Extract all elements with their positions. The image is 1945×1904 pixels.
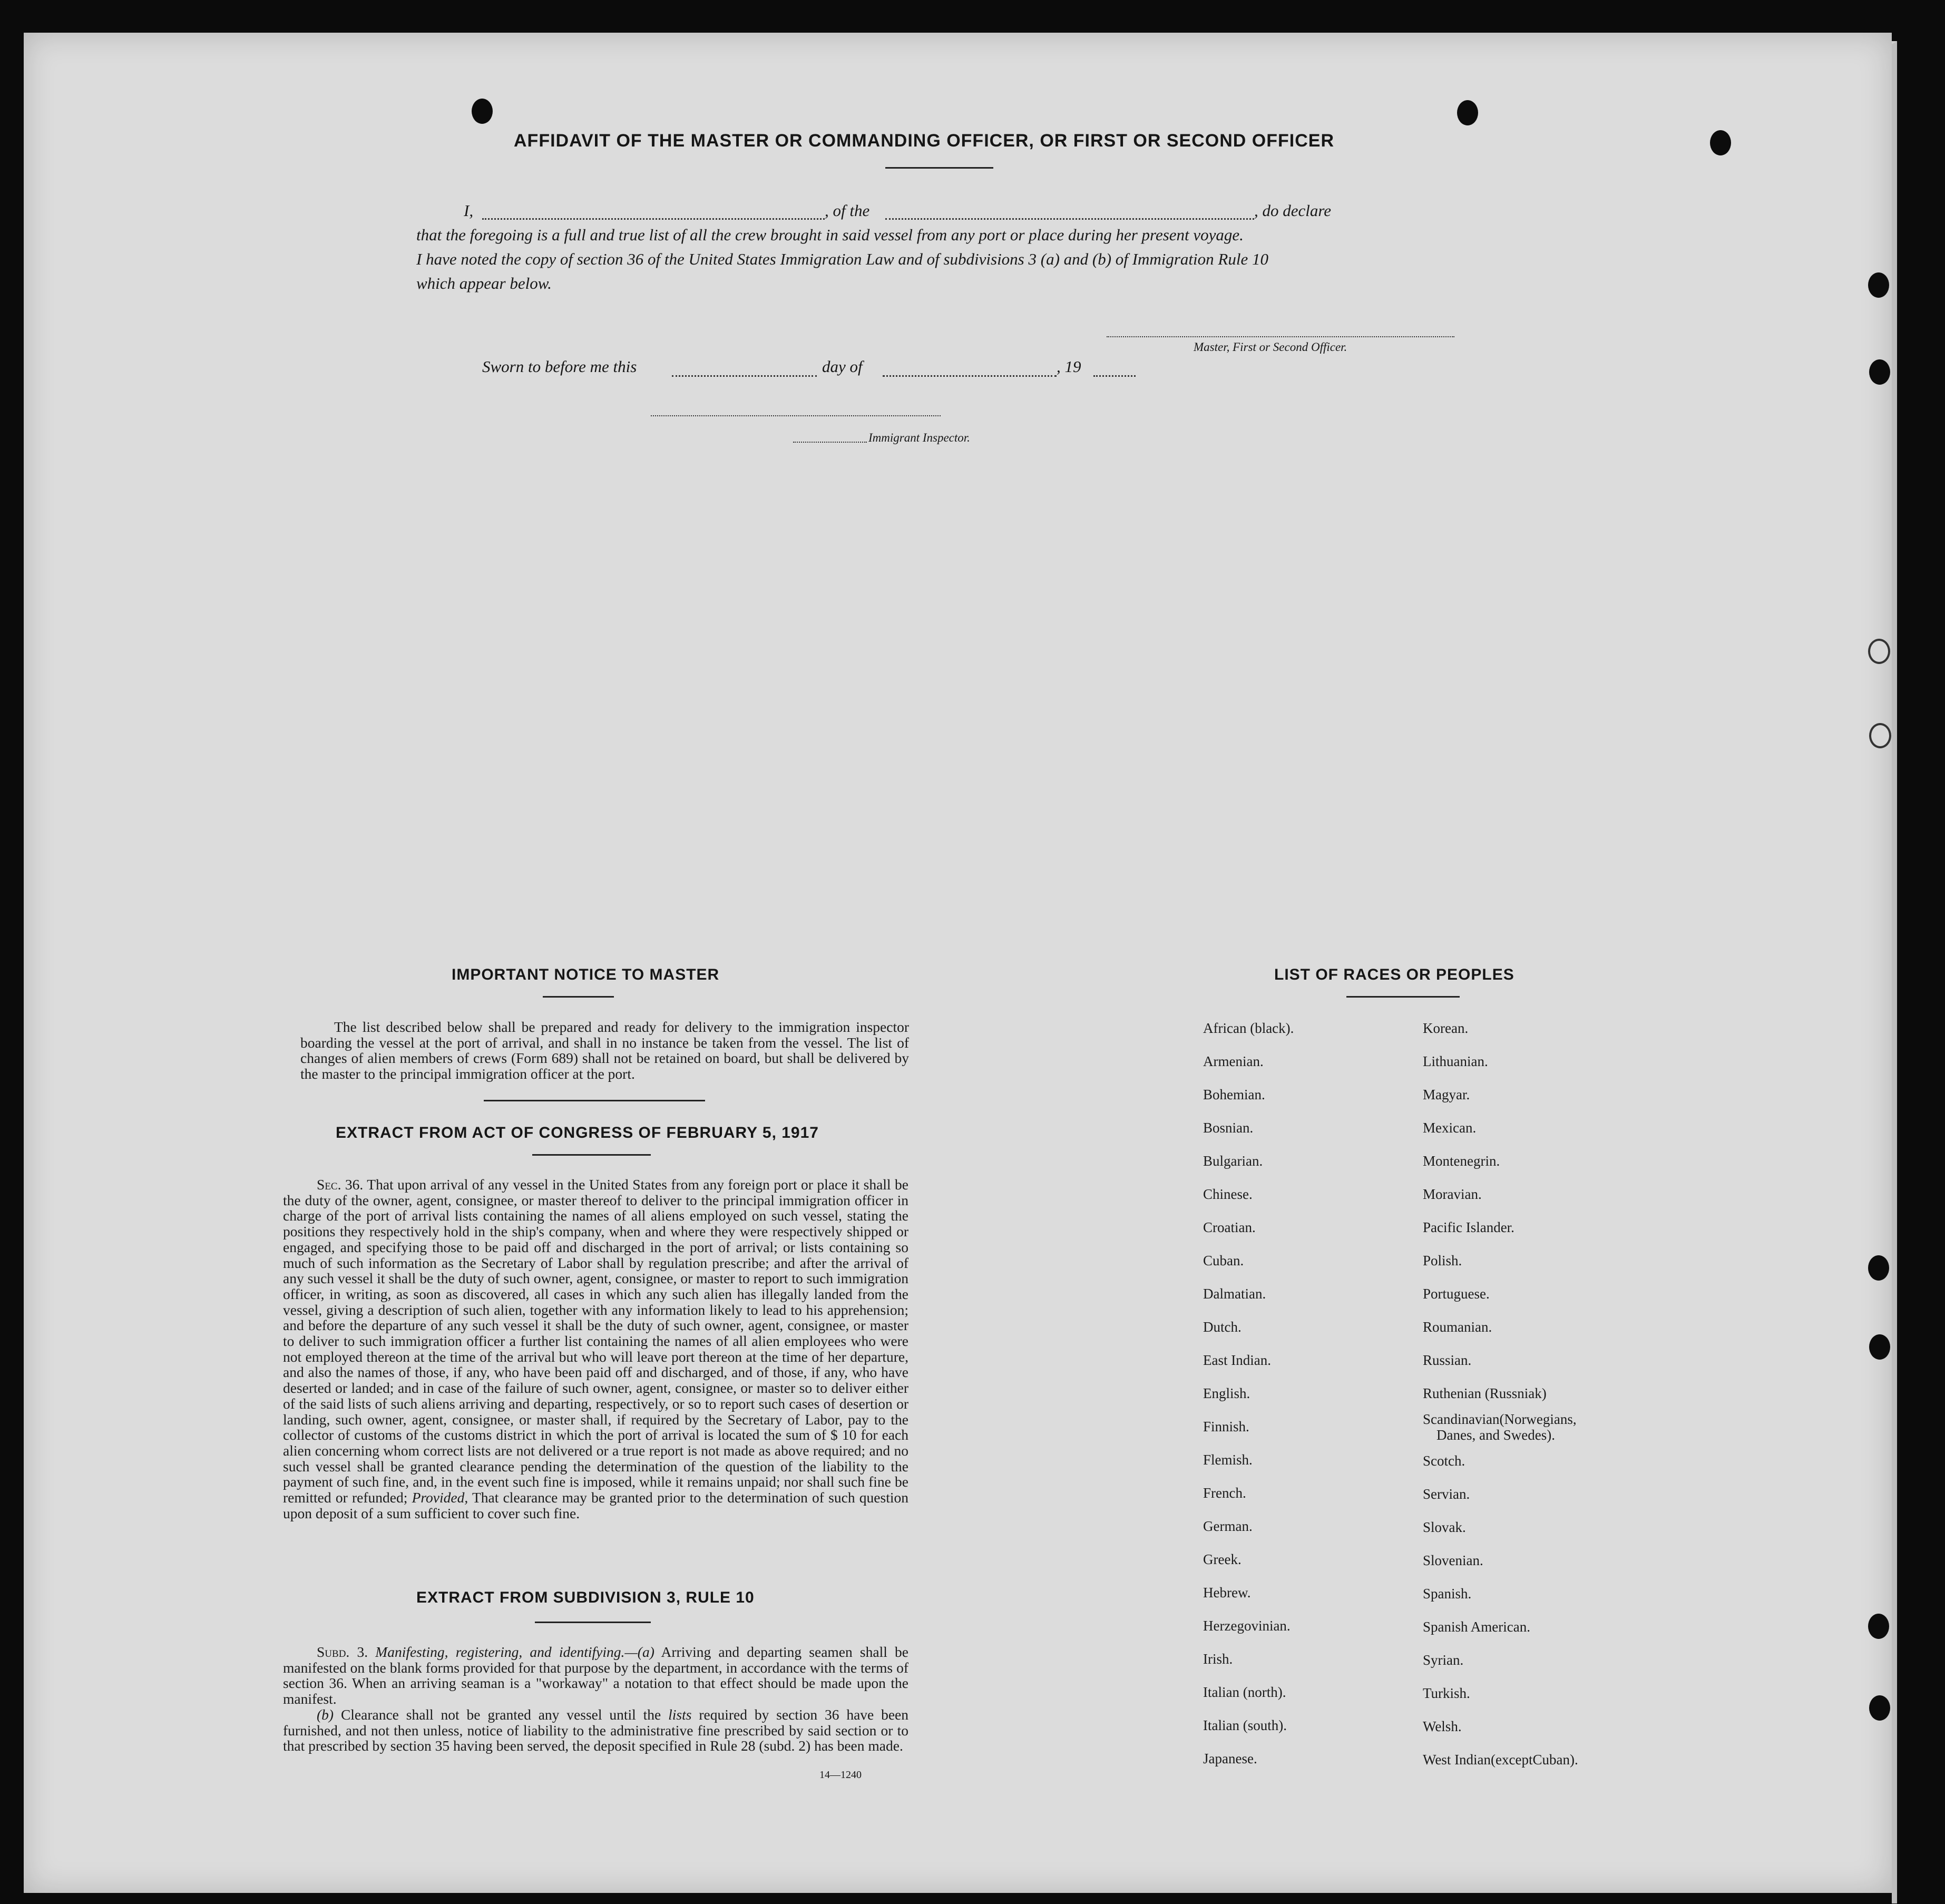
race-item: Greek. [1203,1551,1242,1567]
inspector-signature-field[interactable] [651,415,941,416]
race-item: West Indian(exceptCuban). [1423,1752,1578,1768]
affidavit-line-2: that the foregoing is a full and true list of all the crew brought in said vessel from any port or place during her present voyage. [416,226,1244,244]
inspector-signature-leader [793,442,867,443]
sworn-day-field[interactable] [672,375,817,377]
punch-hole [1868,639,1890,664]
inspector-caption: Immigrant Inspector. [868,431,970,444]
vessel-name-field[interactable] [885,218,1254,220]
race-item: Italian (north). [1203,1684,1286,1700]
affidavit-line-3: I have noted the copy of section 36 of the United States Immigration Law and of subdivisions 3 (a) and (b) of Immigration Rule 10 [416,250,1268,268]
race-item: Finnish. [1203,1419,1249,1434]
subd-label: Subd. 3. [317,1644,368,1660]
race-item: Japanese. [1203,1751,1257,1766]
act-extract-title: EXTRACT FROM ACT OF CONGRESS OF FEBRUARY 5, 1917 [336,1124,819,1141]
race-item: Hebrew. [1203,1585,1251,1600]
master-signature-field[interactable] [1107,336,1454,337]
race-item: Spanish. [1423,1586,1472,1602]
race-item: English. [1203,1385,1250,1401]
race-item: Syrian. [1423,1652,1464,1668]
race-item: Chinese. [1203,1186,1253,1202]
sworn-prefix: Sworn to before me this [482,357,637,376]
race-item-continuation: Danes, and Swedes). [1436,1427,1555,1443]
race-item: East Indian. [1203,1352,1271,1368]
rule-extract-body [283,1644,908,1754]
race-item: Ruthenian (Russniak) [1423,1385,1547,1401]
notice-paragraph: The list described below shall be prepared and ready for delivery to the immigration inspector boarding the vessel at the port of arrival, and shall in no instance be taken from the vessel. The list of changes of alien members of crews (Form 689) shall not be retained on board, but shall be delivered by the master to the principal immigration officer at the port. [300,1019,909,1082]
race-item: Mexican. [1423,1120,1477,1136]
affidavit-do-declare: , do declare [1254,201,1332,220]
punch-hole [1868,1255,1889,1281]
affidavit-i: I, [464,201,474,220]
race-item: Lithuanian. [1423,1053,1488,1069]
races-title-rule [1346,996,1460,998]
race-item: Roumanian. [1423,1319,1492,1335]
subd-paragraph-b-start: Clearance shall not be granted any vessel until the [340,1706,661,1723]
race-item: Montenegrin. [1423,1153,1500,1169]
punch-hole [1869,1334,1890,1360]
affidavit-line-4: which appear below. [416,274,552,292]
notice-title-rule [543,996,614,998]
race-item: Slovenian. [1423,1553,1483,1568]
affidavit-title-rule [885,167,993,169]
race-item-line: Scandinavian(Norwegians, [1423,1411,1577,1427]
sworn-line [482,357,1141,380]
race-item: Moravian. [1423,1186,1482,1202]
race-item: Pacific Islander. [1423,1219,1514,1235]
race-item [1423,1410,1578,1444]
race-item: French. [1203,1485,1246,1501]
race-item: Korean. [1423,1020,1469,1036]
races-right-column [1423,1012,1578,1776]
race-item: Dutch. [1203,1319,1242,1335]
race-item: Portuguese. [1423,1286,1490,1302]
race-item: Bosnian. [1203,1120,1254,1136]
race-item: Welsh. [1423,1719,1462,1734]
proviso-word: Provided, [412,1489,468,1506]
race-item: Bohemian. [1203,1087,1265,1102]
sworn-year-field[interactable] [1093,375,1136,377]
notice-separator [484,1100,705,1101]
rule-extract-title: EXTRACT FROM SUBDIVISION 3, RULE 10 [416,1589,755,1606]
race-item: Magyar. [1423,1087,1470,1102]
subd-heading: Manifesting, registering, and identifying.—(a) [375,1644,654,1660]
race-item: Russian. [1423,1352,1472,1368]
race-item: Italian (south). [1203,1717,1287,1733]
race-item: Armenian. [1203,1053,1264,1069]
race-item: Herzegovinian. [1203,1618,1291,1634]
race-item: Polish. [1423,1253,1462,1268]
section-label: Sec. 36. [317,1176,364,1193]
sworn-year-prefix: , 19 [1057,357,1081,376]
affidavit-declaration [416,201,1460,298]
master-name-field[interactable] [482,218,825,220]
subd-lists-word: lists [668,1706,692,1723]
notice-body [300,1019,909,1082]
signature-caption: Master, First or Second Officer. [1194,340,1347,354]
affidavit-title: AFFIDAVIT OF THE MASTER OR COMMANDING OFFICER, OR FIRST OR SECOND OFFICER [514,131,1334,151]
punch-hole [1869,723,1891,748]
race-item: Scotch. [1423,1453,1465,1469]
notice-title: IMPORTANT NOTICE TO MASTER [452,966,720,983]
punch-hole [1868,1614,1889,1639]
race-item: Slovak. [1423,1519,1466,1535]
subd-b-label: (b) [317,1706,334,1723]
race-item: Bulgarian. [1203,1153,1263,1169]
race-item: Dalmatian. [1203,1286,1266,1302]
punch-hole [472,99,493,124]
affidavit-of-the: , of the [825,201,870,220]
proviso-text: That clearance may be granted prior to the determination of such question upon deposit of a sum sufficient to cover such fine. [283,1489,908,1521]
punch-hole [1868,272,1889,298]
race-item: African (black). [1203,1020,1294,1036]
sworn-month-field[interactable] [883,375,1057,377]
race-item: German. [1203,1518,1253,1534]
sworn-day-of: day of [822,357,863,376]
race-item: Croatian. [1203,1219,1256,1235]
race-item: Turkish. [1423,1685,1470,1701]
punch-hole [1869,1695,1890,1721]
punch-hole [1869,359,1890,385]
race-item: Spanish American. [1423,1619,1530,1635]
form-number: 14—1240 [819,1769,862,1781]
section-36-text: That upon arrival of any vessel in the United States from any foreign port or place it shall be the duty of the owner, agent, consignee, or master thereof to deliver to the principal immigration officer in charge of the port of arrival lists containing the names of all aliens employed on such vessel, stating the positions they respectively hold in the ship's company, when and where they were respectively shipped or engaged, and specifying those to be paid off and discharged in the port of arrival; or lists containing so much of such information as the Secretary of Labor shall by regulation prescribe; and after the arrival of any such vessel it shall be the duty of such owner, agent, consignee, or master to report to such immigration officer, in writing, as soon as discovered, all cases in which any such alien has illegally landed from the vessel, giving a description of such alien, together with any information likely to lead to his apprehension; and before the departure of any such vessel it shall be the duty of such owner, agent, consignee, or master to deliver to such immigration officer a further list containing the names of all alien employees who were not employed thereon at the time of the arrival but who will leave port thereon at the time of her departure, and also the names of those, if any, who have been paid off and discharged, and of those, if any, who have deserted or landed; and in case of the failure of such owner, agent, consignee, or master so to deliver either of the said lists of such aliens arriving and departing, respectively, or so to report such cases of desertion or landing, such owner, agent, consignee, or master shall, if required by the Secretary of Labor, pay to the collector of customs of the customs district in which the port of arrival is located the sum of $ 10 for each alien concerning whom correct lists are not delivered or a true report is not made as above required; and no such vessel shall be granted clearance pending the determination of the question of the liability to the payment of such fine, and, in the event such fine is imposed, while it remains unpaid; nor shall such fine be remitted or refunded; [283,1176,908,1506]
punch-hole [1457,100,1478,125]
races-left-column [1203,1012,1294,1775]
punch-hole [1710,130,1731,155]
races-title: LIST OF RACES OR PEOPLES [1274,966,1514,983]
race-item: Irish. [1203,1651,1233,1667]
subd-paragraph-b-end: required by section 36 have been furnished, and not then unless, notice of liability to the administrative fine prescribed by said section or to that prescribed by section 35 having been served, the deposit specified in Rule 28 (subd. 2) has been made. [283,1706,909,1754]
subd-paragraph-a: Arriving and departing seamen shall be manifested on the blank forms provided for that purpose by the department, in accordance with the terms of section 36. When an arriving seaman is a "workaway" a notation to that effect should be made upon the manifest. [283,1644,908,1707]
race-item: Servian. [1423,1486,1470,1502]
form-page [24,33,1892,1893]
act-extract-title-rule [532,1154,651,1156]
race-item: Cuban. [1203,1253,1244,1268]
act-extract-body [283,1177,908,1521]
rule-extract-title-rule [535,1622,651,1623]
race-item: Flemish. [1203,1452,1253,1468]
